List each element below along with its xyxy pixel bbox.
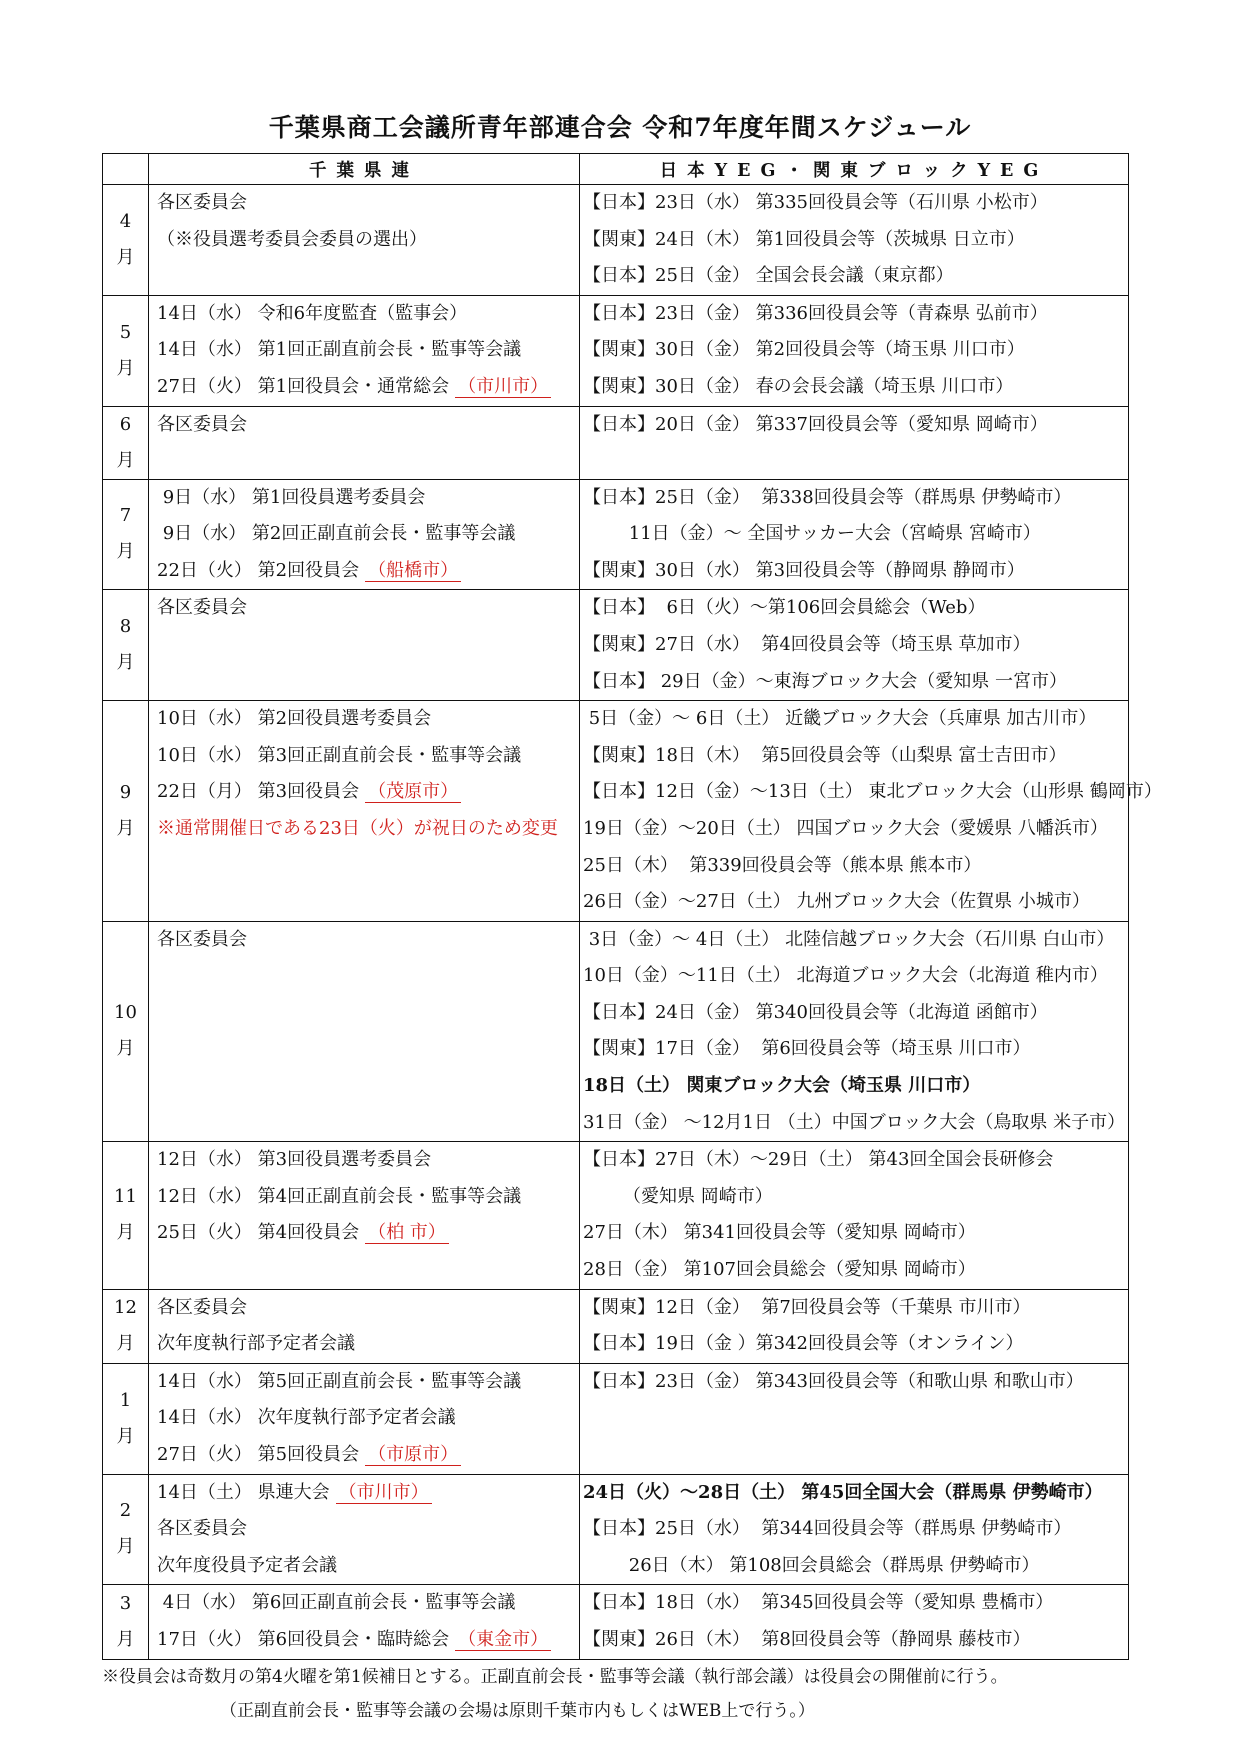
national-entry	[580, 1105, 1128, 1142]
entry-text: 3日（金）～ 4日（土） 北陸信越ブロック大会（石川県 白山市）	[583, 928, 1115, 950]
national-schedule-cell	[580, 1585, 1129, 1659]
national-entry	[580, 185, 1128, 222]
entry-text: 【関東】17日（金） 第6回役員会等（埼玉県 川口市）	[583, 1038, 1031, 1060]
chiba-entry	[149, 1548, 579, 1585]
national-schedule-cell	[580, 1363, 1129, 1474]
entry-text: 10日（水） 第3回正副直前会長・監事等会議	[157, 744, 522, 766]
national-entry	[580, 664, 1128, 701]
entry-text: 12日（水） 第4回正副直前会長・監事等会議	[157, 1185, 522, 1207]
entry-text: 19日（金）～20日（土） 四国ブロック大会（愛媛県 八幡浜市）	[583, 817, 1108, 839]
table-row	[103, 590, 1129, 701]
table-header-row	[103, 154, 1129, 185]
table-row	[103, 185, 1129, 296]
national-entry	[580, 995, 1128, 1032]
month-number: 1	[119, 1389, 132, 1411]
chiba-schedule-cell	[149, 1474, 580, 1585]
national-schedule-cell	[580, 1142, 1129, 1289]
entry-text: 10日（水） 第2回役員選考委員会	[157, 708, 432, 730]
month-number: 12	[114, 1297, 137, 1319]
header-chiba-federation: 千葉県連	[149, 154, 580, 185]
month-cell	[103, 921, 149, 1142]
entry-text: 【日本】24日（金） 第340回役員会等（北海道 函館市）	[583, 1001, 1048, 1023]
month-cell	[103, 295, 149, 406]
month-number: 5	[119, 321, 132, 343]
entry-text: 【日本】23日（金） 第336回役員会等（青森県 弘前市）	[583, 302, 1048, 324]
header-national-kanto-yeg: 日本YEG・関東ブロックYEG	[580, 154, 1129, 185]
month-unit: 月	[116, 1333, 135, 1355]
chiba-entry	[149, 332, 579, 369]
table-row	[103, 1142, 1129, 1289]
month-number: 8	[119, 616, 132, 638]
entry-text: 各区委員会	[157, 928, 247, 950]
footnotes	[102, 1660, 1212, 1728]
chiba-entry	[149, 811, 579, 848]
entry-text: 27日（火） 第5回役員会	[157, 1444, 360, 1465]
month-unit: 月	[116, 246, 135, 268]
entry-text: 各区委員会	[157, 192, 247, 213]
venue-location: （船橋市）	[365, 560, 461, 582]
national-entry	[580, 480, 1128, 517]
national-schedule-cell	[580, 1289, 1129, 1363]
entry-text: 18日（土） 関東ブロック大会（埼玉県 川口市）	[583, 1075, 981, 1097]
national-entry	[580, 590, 1128, 627]
national-entry	[580, 1252, 1128, 1289]
chiba-entry	[149, 369, 579, 406]
month-number: 9	[119, 781, 132, 803]
chiba-entry	[149, 1585, 579, 1622]
entry-text: 【関東】27日（水） 第4回役員会等（埼玉県 草加市）	[583, 633, 1031, 655]
entry-text: 【日本】19日（金 ）第342回役員会等（オンライン）	[583, 1333, 1024, 1355]
month-number: 11	[114, 1186, 137, 1208]
entry-text: 【関東】18日（木） 第5回役員会等（山梨県 富士吉田市）	[583, 744, 1067, 766]
entry-text: 26日（金）～27日（土） 九州ブロック大会（佐賀県 小城市）	[583, 891, 1090, 913]
month-unit: 月	[116, 1038, 135, 1060]
month-number: 6	[119, 413, 132, 435]
month-cell	[103, 406, 149, 479]
month-cell	[103, 701, 149, 922]
entry-text: 14日（水） 次年度執行部予定者会議	[157, 1407, 456, 1429]
chiba-schedule-cell	[149, 701, 580, 922]
entry-text: 【日本】25日（金） 全国会長会議（東京都）	[583, 265, 954, 287]
entry-text: 9日（水） 第1回役員選考委員会	[157, 486, 426, 508]
chiba-schedule-cell	[149, 1142, 580, 1289]
month-cell	[103, 479, 149, 590]
header-month	[103, 154, 149, 185]
national-schedule-cell	[580, 185, 1129, 296]
table-row	[103, 1289, 1129, 1363]
entry-text: 17日（火） 第6回役員会・臨時総会	[157, 1628, 450, 1650]
national-entry	[580, 848, 1128, 885]
entry-text: 各区委員会	[157, 597, 247, 619]
venue-location: （茂原市）	[365, 781, 461, 803]
entry-text: 26日（木） 第108回会員総会（群馬県 伊勢崎市）	[583, 1554, 1040, 1576]
entry-text: （※役員選考委員会委員の選出）	[157, 228, 427, 250]
month-unit: 月	[116, 1425, 135, 1447]
entry-text: 各区委員会	[157, 1296, 247, 1318]
national-entry	[580, 258, 1128, 295]
national-entry	[580, 884, 1128, 921]
entry-text: 9日（水） 第2回正副直前会長・監事等会議	[157, 523, 516, 545]
chiba-entry	[149, 296, 579, 333]
chiba-entry	[149, 1400, 579, 1437]
table-row	[103, 1474, 1129, 1585]
chiba-schedule-cell	[149, 1363, 580, 1474]
national-entry	[580, 1622, 1128, 1659]
entry-text: 各区委員会	[157, 1518, 247, 1540]
table-row	[103, 1585, 1129, 1659]
month-number: 4	[119, 210, 132, 232]
month-cell	[103, 185, 149, 296]
national-entry	[580, 1179, 1128, 1216]
entry-text: 24日（火）～28日（土） 第45回全国大会（群馬県 伊勢崎市）	[583, 1481, 1103, 1503]
month-unit: 月	[116, 1222, 135, 1244]
entry-text: 【日本】12日（金）～13日（土） 東北ブロック大会（山形県 鶴岡市）	[583, 781, 1162, 803]
chiba-entry	[149, 1511, 579, 1548]
national-entry	[580, 1475, 1128, 1512]
national-schedule-cell	[580, 295, 1129, 406]
entry-text: 各区委員会	[157, 413, 247, 435]
chiba-entry	[149, 553, 579, 590]
month-unit: 月	[116, 1536, 135, 1558]
entry-text: 5日（金）～ 6日（土） 近畿ブロック大会（兵庫県 加古川市）	[583, 708, 1097, 730]
chiba-entry	[149, 1142, 579, 1179]
entry-text: 4日（水） 第6回正副直前会長・監事等会議	[157, 1592, 516, 1614]
table-row	[103, 479, 1129, 590]
chiba-entry	[149, 407, 579, 444]
entry-text: 【関東】12日（金） 第7回役員会等（千葉県 市川市）	[583, 1296, 1031, 1318]
chiba-schedule-cell	[149, 590, 580, 701]
venue-location: （市川市）	[455, 376, 551, 398]
chiba-entry	[149, 774, 579, 811]
table-row	[103, 295, 1129, 406]
entry-text: 22日（火） 第2回役員会	[157, 559, 360, 581]
entry-text: 12日（水） 第3回役員選考委員会	[157, 1149, 432, 1171]
month-cell	[103, 1474, 149, 1585]
entry-text: 【日本】23日（金） 第343回役員会等（和歌山県 和歌山市）	[583, 1370, 1084, 1392]
month-unit: 月	[116, 449, 135, 471]
entry-text: ※通常開催日である23日（火）が祝日のため変更	[157, 817, 558, 839]
month-cell	[103, 1289, 149, 1363]
chiba-entry	[149, 1437, 579, 1474]
entry-text: 【関東】30日（水） 第3回役員会等（静岡県 静岡市）	[583, 559, 1025, 581]
national-entry	[580, 1326, 1128, 1363]
chiba-schedule-cell	[149, 185, 580, 296]
national-entry	[580, 701, 1128, 738]
national-entry	[580, 553, 1128, 590]
chiba-entry	[149, 1290, 579, 1327]
national-entry	[580, 332, 1128, 369]
entry-text: 【関東】30日（金） 春の会長会議（埼玉県 川口市）	[583, 375, 1014, 397]
national-entry	[580, 958, 1128, 995]
entry-text: 31日（金） ～12月1日 （土）中国ブロック大会（鳥取県 米子市）	[583, 1111, 1126, 1133]
entry-text: 28日（金） 第107回会員総会（愛知県 岡崎市）	[583, 1259, 976, 1281]
entry-text: 【日本】27日（木）～29日（土） 第43回全国会長研修会	[583, 1149, 1054, 1171]
chiba-schedule-cell	[149, 479, 580, 590]
national-schedule-cell	[580, 590, 1129, 701]
schedule-table	[102, 153, 1162, 1660]
national-entry	[580, 774, 1162, 811]
table-row	[103, 701, 1129, 922]
entry-text: 11日（金）～ 全国サッカー大会（宮崎県 宮崎市）	[583, 523, 1041, 545]
entry-text: 22日（月） 第3回役員会	[157, 781, 360, 803]
national-entry	[580, 369, 1128, 406]
entry-text: 【日本】25日（水） 第344回役員会等（群馬県 伊勢崎市）	[583, 1518, 1072, 1540]
footnote: ※役員会は奇数月の第4火曜を第1候補日とする。正副直前会長・監事等会議（執行部会議）は役員会の開催前に行う。	[102, 1667, 1008, 1687]
month-number: 10	[114, 1002, 137, 1024]
entry-text: 【日本】20日（金） 第337回役員会等（愛知県 岡崎市）	[583, 413, 1048, 435]
chiba-entry	[149, 185, 579, 222]
entry-text: 【日本】25日（金） 第338回役員会等（群馬県 伊勢崎市）	[583, 486, 1072, 508]
venue-location: （市川市）	[336, 1482, 432, 1504]
month-unit: 月	[116, 357, 135, 379]
chiba-schedule-cell	[149, 1289, 580, 1363]
chiba-entry	[149, 1622, 579, 1659]
national-entry	[580, 407, 1128, 444]
venue-location: （市原市）	[365, 1444, 461, 1466]
month-unit: 月	[116, 652, 135, 674]
entry-text: 【関東】30日（金） 第2回役員会等（埼玉県 川口市）	[583, 339, 1025, 361]
venue-location: （東金市）	[455, 1629, 551, 1651]
national-schedule-cell	[580, 921, 1129, 1142]
table-row	[103, 921, 1129, 1142]
chiba-entry	[149, 1326, 579, 1363]
chiba-entry	[149, 738, 579, 775]
national-entry	[580, 738, 1128, 775]
entry-text: 【日本】23日（水） 第335回役員会等（石川県 小松市）	[583, 192, 1048, 213]
national-schedule-cell	[580, 479, 1129, 590]
chiba-entry	[149, 1475, 579, 1512]
entry-text: 【日本】 6日（火）～第106回会員総会（Web）	[583, 597, 986, 619]
national-entry	[580, 222, 1128, 259]
national-schedule-cell	[580, 1474, 1129, 1585]
chiba-schedule-cell	[149, 921, 580, 1142]
entry-text: 25日（木） 第339回役員会等（熊本県 熊本市）	[583, 854, 982, 876]
entry-text: 25日（火） 第4回役員会	[157, 1222, 360, 1244]
chiba-schedule-cell	[149, 1585, 580, 1659]
month-cell	[103, 1363, 149, 1474]
national-entry	[580, 516, 1128, 553]
national-entry	[580, 1290, 1128, 1327]
table-row	[103, 1363, 1129, 1474]
entry-text: 次年度執行部予定者会議	[157, 1333, 355, 1355]
month-cell	[103, 1585, 149, 1659]
month-unit: 月	[116, 817, 135, 839]
national-schedule-cell	[580, 406, 1129, 479]
footnote: （正副直前会長・監事等会議の会場は原則千葉市内もしくはWEB上で行う。）	[220, 1701, 815, 1721]
chiba-entry	[149, 701, 579, 738]
entry-text: 27日（木） 第341回役員会等（愛知県 岡崎市）	[583, 1222, 976, 1244]
chiba-entry	[149, 1179, 579, 1216]
entry-text: 【日本】18日（水） 第345回役員会等（愛知県 豊橋市）	[583, 1592, 1054, 1614]
national-entry	[580, 1142, 1128, 1179]
entry-text: 14日（水） 第1回正副直前会長・監事等会議	[157, 339, 522, 361]
national-entry	[580, 922, 1128, 959]
national-entry	[580, 1364, 1128, 1401]
national-entry	[580, 1511, 1128, 1548]
national-entry	[580, 1585, 1128, 1622]
entry-text: 14日（水） 令和6年度監査（監事会）	[157, 302, 468, 324]
entry-text: 27日（火） 第1回役員会・通常総会	[157, 375, 450, 397]
entry-text: 次年度役員予定者会議	[157, 1554, 337, 1576]
month-unit: 月	[116, 541, 135, 563]
chiba-schedule-cell	[149, 406, 580, 479]
month-cell	[103, 1142, 149, 1289]
chiba-entry	[149, 222, 579, 259]
entry-text: 14日（土） 県連大会	[157, 1481, 330, 1503]
national-entry	[580, 811, 1128, 848]
chiba-entry	[149, 480, 579, 517]
entry-text: 【関東】24日（木） 第1回役員会等（茨城県 日立市）	[583, 228, 1025, 250]
national-entry	[580, 1548, 1128, 1585]
month-cell	[103, 590, 149, 701]
entry-text: 10日（金）～11日（土） 北海道ブロック大会（北海道 稚内市）	[583, 965, 1108, 987]
national-entry	[580, 1215, 1128, 1252]
entry-text: 14日（水） 第5回正副直前会長・監事等会議	[157, 1370, 522, 1392]
month-number: 2	[119, 1500, 132, 1522]
national-entry	[580, 1068, 1128, 1105]
table-row	[103, 406, 1129, 479]
national-entry	[580, 627, 1128, 664]
chiba-entry	[149, 590, 579, 627]
venue-location: （柏 市）	[365, 1222, 449, 1244]
entry-text: 【日本】 29日（金）～東海ブロック大会（愛知県 一宮市）	[583, 670, 1067, 692]
month-number: 3	[119, 1592, 132, 1614]
month-unit: 月	[116, 1628, 135, 1650]
national-entry	[580, 296, 1128, 333]
chiba-entry	[149, 1364, 579, 1401]
chiba-entry	[149, 1215, 579, 1252]
national-schedule-cell	[580, 701, 1162, 922]
national-entry	[580, 1031, 1128, 1068]
chiba-entry	[149, 516, 579, 553]
page-title: 千葉県商工会議所青年部連合会 令和7年度年間スケジュール	[268, 113, 972, 142]
entry-text: （愛知県 岡崎市）	[583, 1185, 773, 1207]
chiba-entry	[149, 922, 579, 959]
chiba-schedule-cell	[149, 295, 580, 406]
month-number: 7	[119, 505, 132, 527]
entry-text: 【関東】26日（木） 第8回役員会等（静岡県 藤枝市）	[583, 1628, 1031, 1650]
